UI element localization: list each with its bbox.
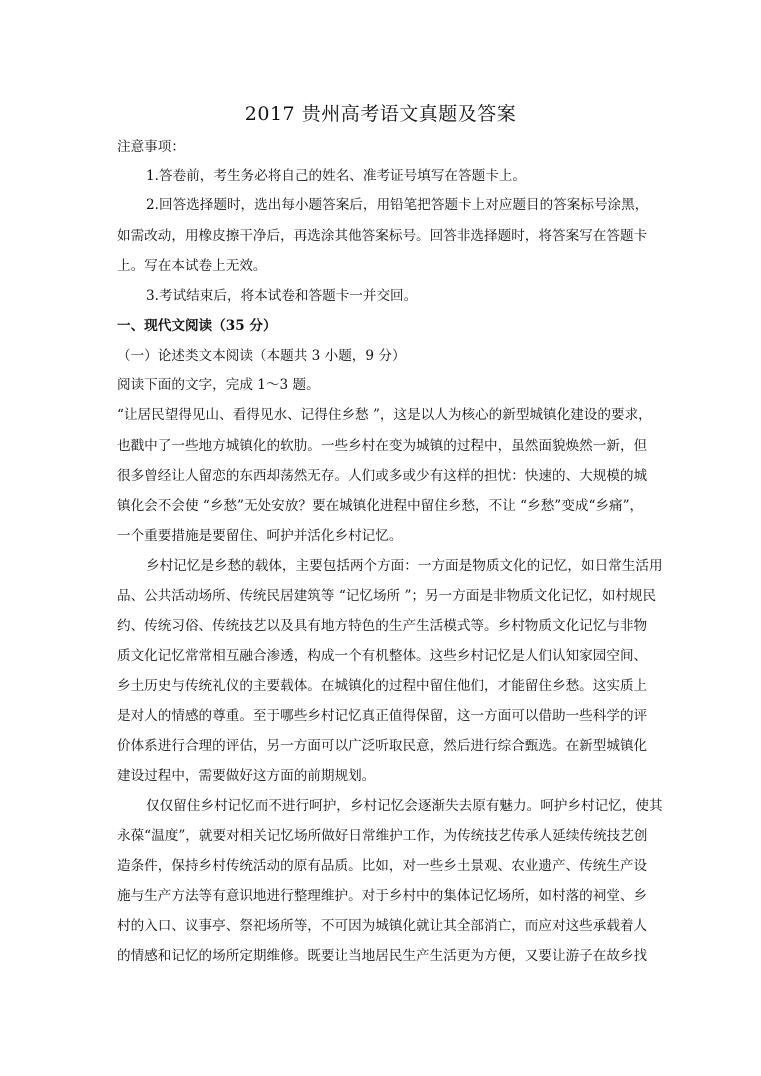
paragraph-line: 品、公共活动场所、传统民居建筑等 “记忆场所 ”；另一方面是非物质文化记忆，如村规民 bbox=[117, 588, 657, 604]
paragraph-line: 一个重要措施是要留住、呵护并活化乡村记忆。 bbox=[117, 528, 403, 544]
subsection-heading: （一）论述类文本阅读（本题共 3 小题，9 分） bbox=[117, 348, 406, 364]
section-heading: 一、现代文阅读（35 分） bbox=[117, 318, 277, 334]
paragraph-line: 是对人的情感的尊重。至于哪些乡村记忆真正值得保留，这一方面可以借助一些科学的评 bbox=[117, 708, 648, 724]
notice-item-1: 1.答卷前，考生务必将自己的姓名、准考证号填写在答题卡上。 bbox=[146, 168, 526, 184]
notice-item-2-line-2: 如需改动，用橡皮擦干净后，再选涂其他答案标号。回答非选择题时，将答案写在答题卡 bbox=[117, 228, 648, 244]
notice-item-2-line-3: 上。写在本试卷上无效。 bbox=[117, 258, 267, 274]
paragraph-line: “让居民望得见山、看得见水、记得住乡愁 ”，这是以人为核心的新型城镇化建设的要求， bbox=[117, 407, 652, 423]
paragraph-line: 质文化记忆常常相互融合渗透，构成一个有机整体。这些乡村记忆是人们认知家园空间、 bbox=[117, 648, 648, 664]
paragraph-line: 建设过程中，需要做好这方面的前期规划。 bbox=[117, 768, 376, 784]
paragraph-line: 也戳中了一些地方城镇化的软肋。一些乡村在变为城镇的过程中，虽然面貌焕然一新，但 bbox=[117, 438, 648, 454]
paragraph-line: 乡村记忆是乡愁的载体，主要包括两个方面：一方面是物质文化的记忆，如日常生活用 bbox=[146, 558, 663, 574]
paragraph-line: 永葆“温度”，就要对相关记忆场所做好日常维护工作，为传统技艺传承人延续传统技艺创 bbox=[117, 828, 648, 844]
notice-heading: 注意事项： bbox=[117, 139, 185, 155]
notice-item-2-line-1: 2.回答选择题时，选出每小题答案后，用铅笔把答题卡上对应题目的答案标号涂黑， bbox=[146, 197, 649, 213]
paragraph-line: 仅仅留住乡村记忆而不进行呵护，乡村记忆会逐渐失去原有魅力。呵护乡村记忆，使其 bbox=[146, 798, 663, 814]
paragraph-line: 施与生产方法等有意识地进行整理维护。对于乡村中的集体记忆场所，如村落的祠堂、乡 bbox=[117, 888, 648, 904]
paragraph-line: 约、传统习俗、传统技艺以及具有地方特色的生产生活模式等。乡村物质文化记忆与非物 bbox=[117, 618, 648, 634]
page-title: 2017 贵州高考语文真题及答案 bbox=[244, 103, 517, 125]
paragraph-line: 镇化会不会使 “乡愁”无处安放？要在城镇化进程中留住乡愁，不让 “乡愁”变成“乡痛”， bbox=[117, 498, 644, 514]
paragraph-line: 价体系进行合理的评估，另一方面可以广泛听取民意，然后进行综合甄选。在新型城镇化 bbox=[117, 738, 648, 754]
paragraph-line: 乡土历史与传统礼仪的主要载体。在城镇化的过程中留住他们，才能留住乡愁。这实质上 bbox=[117, 678, 648, 694]
paragraph-line: 造条件，保持乡村传统活动的原有品质。比如，对一些乡土景观、农业遗产、传统生产设 bbox=[117, 858, 648, 874]
paragraph-line: 的情感和记忆的场所定期维修。既要让当地居民生产生活更为方便，又要让游子在故乡找 bbox=[117, 948, 648, 964]
reading-instruction: 阅读下面的文字，完成 1～3 题。 bbox=[117, 377, 320, 393]
paragraph-line: 村的入口、议事亭、祭祀场所等，不可因为城镇化就让其全部消亡，而应对这些承载着人 bbox=[117, 918, 648, 934]
paragraph-line: 很多曾经让人留恋的东西却荡然无存。人们或多或少有这样的担忧：快速的、大规模的城 bbox=[117, 468, 648, 484]
notice-item-3: 3.考试结束后，将本试卷和答题卡一并交回。 bbox=[146, 288, 418, 304]
